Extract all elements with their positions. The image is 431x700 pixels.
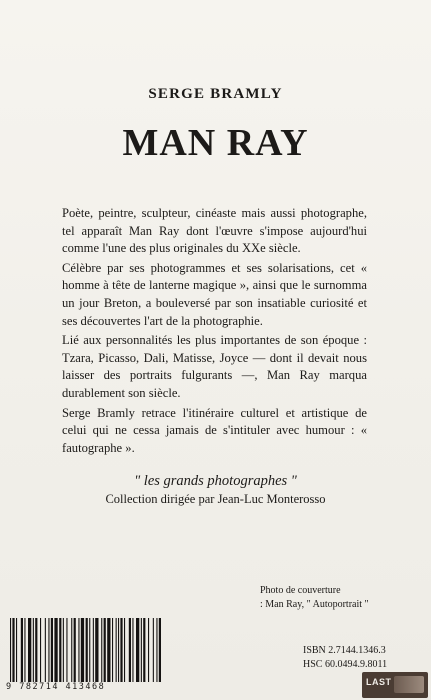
author-name: SERGE BRAMLY [148,86,283,102]
blurb-paragraph-1: Poète, peintre, sculpteur, cinéaste mais aussi photographe, tel apparaît Man Ray dont l'œuvre s'impose aujourd'hui comme l'une des plus originales du XXe siècle. [62,206,367,256]
photo-credit-line-2: : Man Ray, " Autoportrait " [260,599,369,610]
hsc-number: HSC 60.0494.9.8011 [303,659,388,670]
photo-credit [260,584,420,612]
barcode-icon [6,618,166,682]
collection-editor: Collection dirigée par Jean-Luc Monterosso [105,492,326,506]
blurb-paragraph-2: Célèbre par ses photogrammes et ses solarisations, cet « homme à tête de lanterne magique », ainsi que le surnomma un jour Breton, a bouleversé par son insatiable curiosité et ses découvertes l'art de la photographie. [62,260,367,328]
barcode-digits: 9 782714 413468 [6,682,106,692]
blurb-paragraph-4: Serge Bramly retrace l'itinéraire culturel et artistique de celui qui ne cessa jamais de s'intituler avec humour : « fautographe ». [62,405,367,455]
watermark-logo [362,672,428,698]
book-title: MAN RAY [122,122,309,164]
photo-credit-line-1: Photo de couverture [260,585,341,596]
blurb-text [62,205,367,457]
blurb-paragraph-3: Lié aux personnalités les plus importantes de son époque : Tzara, Picasso, Dali, Matisse, Joyce — dont il devait nous laisser des portraits fulgurants —, Man Ray marqua durablement son siècle. [62,333,367,400]
watermark-image-icon [394,676,424,693]
isbn-block [303,644,387,672]
watermark-text: LAST [366,677,392,687]
series-name: " les grands photographes " [134,473,297,489]
isbn-number: ISBN 2.7144.1346.3 [303,645,386,656]
